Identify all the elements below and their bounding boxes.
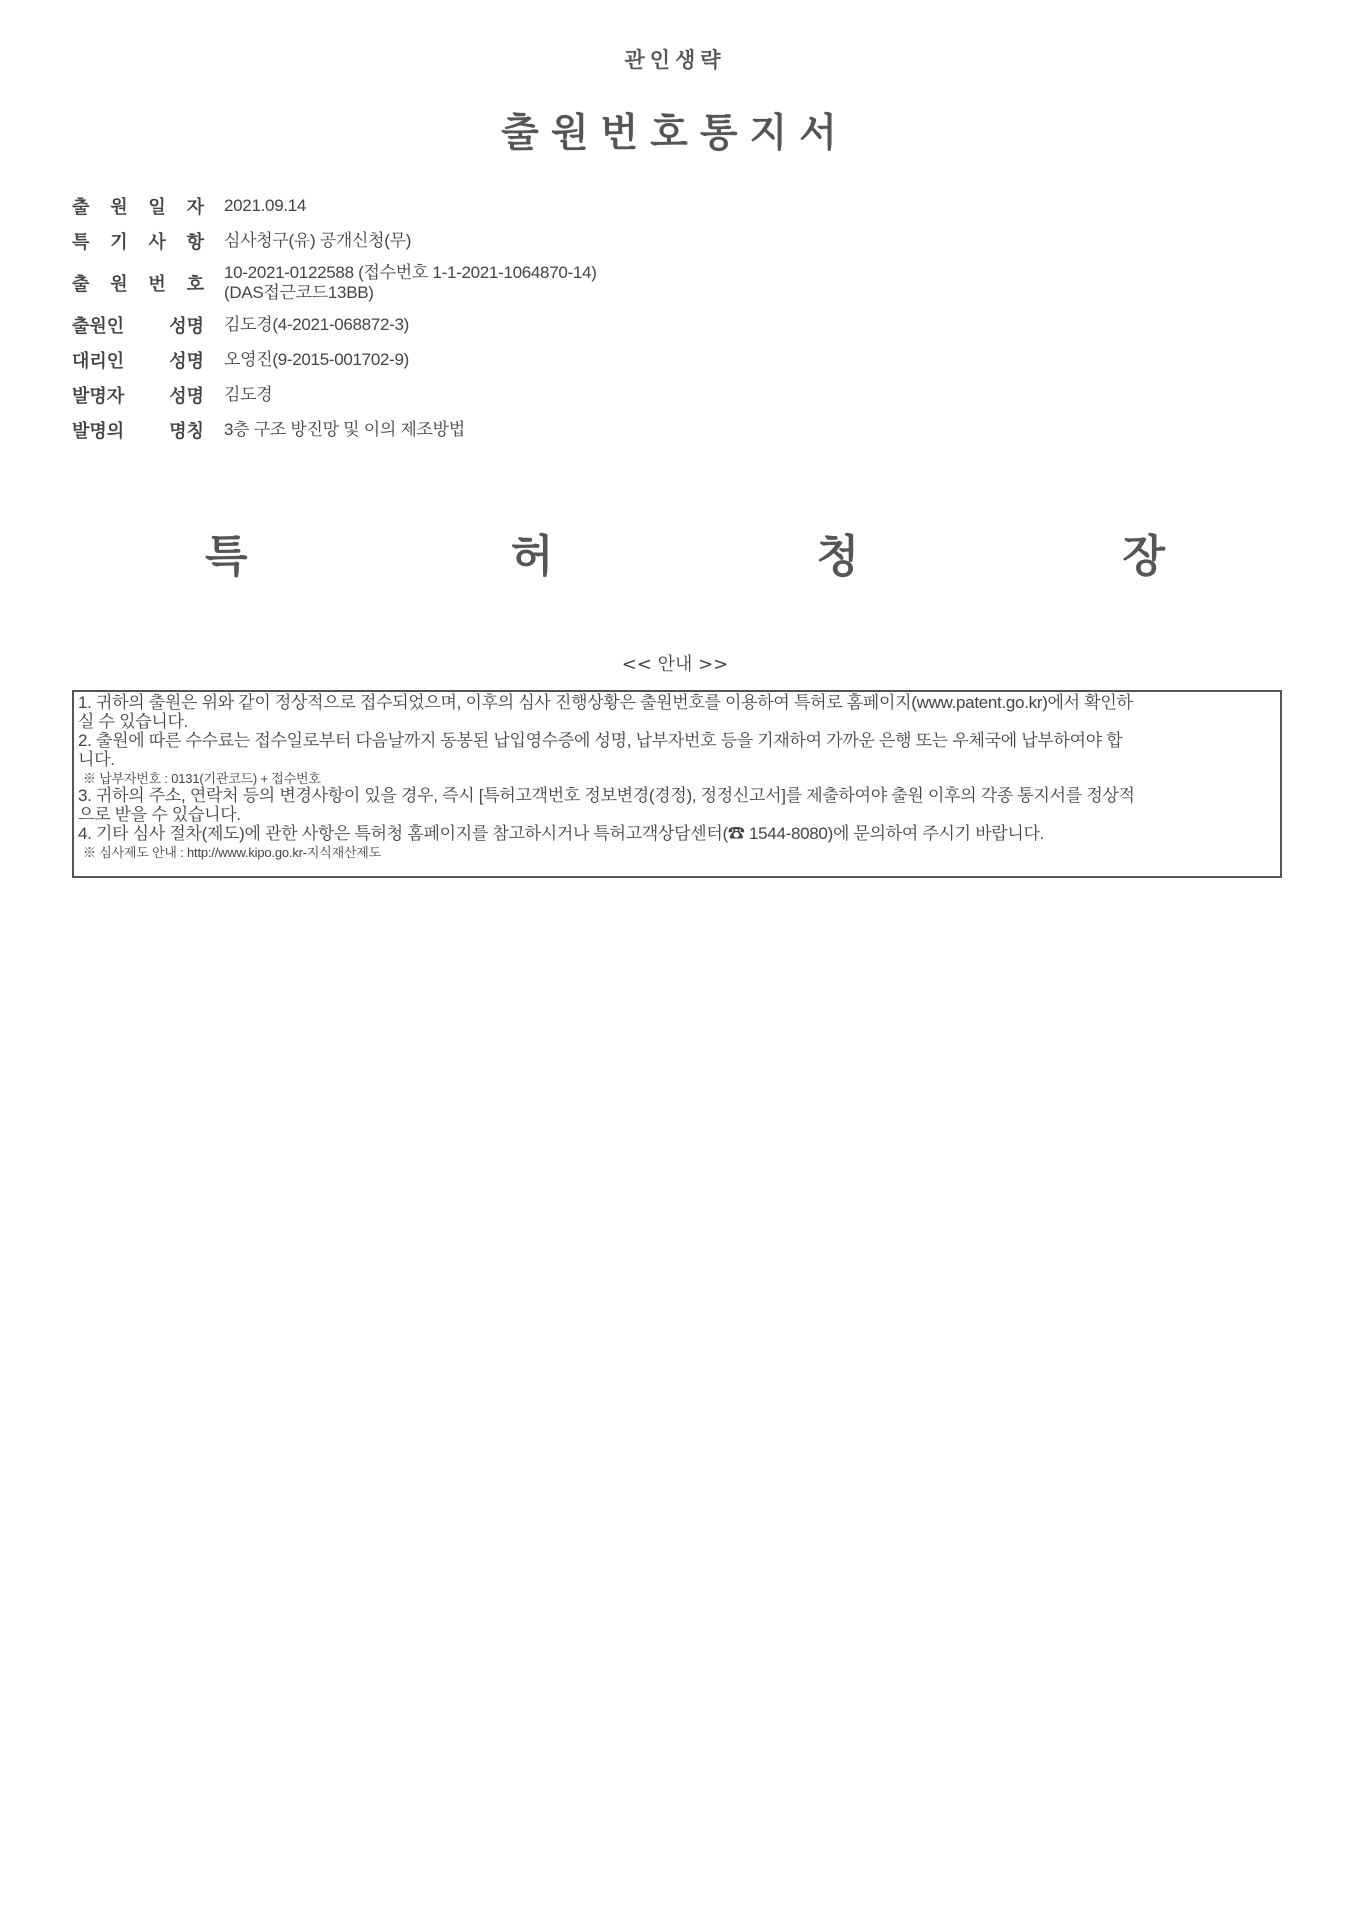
issuer-char: 장	[1122, 531, 1165, 582]
info-row-inventor-name	[72, 382, 1072, 408]
notice-item-2-cont: 니다.	[78, 750, 115, 769]
seal-omitted-note: 관인생략	[624, 48, 726, 72]
filing-date-value: 2021.09.14	[224, 196, 307, 215]
info-row-agent-name	[72, 347, 1072, 373]
notice-item-3-cont: 으로 받을 수 있습니다.	[78, 805, 241, 824]
info-label: 대리인 성명	[72, 351, 204, 372]
info-label: 출 원 일 자	[72, 197, 204, 218]
application-number-value: 10-2021-0122588 (접수번호 1-1-2021-1064870-14)	[224, 263, 597, 282]
application-info	[72, 193, 1072, 452]
invention-title-value: 3층 구조 방진망 및 이의 제조방법	[224, 420, 465, 439]
inventor-name-value: 김도경	[224, 385, 273, 404]
notice-heading: << 안내 >>	[621, 654, 729, 675]
issuer-char: 허	[510, 531, 554, 582]
notice-box	[72, 690, 1282, 878]
examination-system-note: ※ 심사제도 안내 : http://www.kipo.go.kr-지식재산제도	[83, 845, 382, 860]
info-label: 출 원 번 호	[72, 274, 204, 295]
special-notes-value: 심사청구(유) 공개신청(무)	[224, 231, 412, 250]
info-row-application-number	[72, 263, 1072, 303]
info-row-invention-title	[72, 417, 1072, 443]
notice-item-3: 3. 귀하의 주소, 연락처 등의 변경사항이 있을 경우, 즉시 [특허고객번호 정보변경(경정), 정정신고서]를 제출하여야 출원 이후의 각종 통지서를 정상적	[78, 786, 1135, 805]
applicant-name-value: 김도경(4-2021-068872-3)	[224, 315, 410, 334]
application-number-block	[224, 263, 597, 303]
info-row-filing-date	[72, 193, 1072, 219]
info-label: 출원인 성명	[72, 316, 204, 337]
notice-item-2: 2. 출원에 따른 수수료는 접수일로부터 다음날까지 동봉된 납입영수증에 성명, 납부자번호 등을 기재하여 가까운 은행 또는 우체국에 납부하여야 합	[78, 731, 1123, 750]
issuer-commissioner	[205, 520, 1165, 584]
issuer-char: 청	[816, 531, 860, 582]
info-label: 발명의 명칭	[72, 421, 204, 442]
agent-name-value: 오영진(9-2015-001702-9)	[224, 350, 410, 369]
notice-item-1-cont: 실 수 있습니다.	[78, 712, 189, 731]
payer-number-note: ※ 납부자번호 : 0131(기관코드) + 접수번호	[83, 771, 321, 786]
info-label: 발명자 성명	[72, 386, 204, 407]
das-access-code-value: (DAS접근코드13BB)	[224, 283, 374, 302]
document-title: 출원번호통지서	[501, 111, 849, 156]
info-row-special-notes	[72, 228, 1072, 254]
issuer-char: 특	[205, 531, 248, 582]
notice-item-4: 4. 기타 심사 절차(제도)에 관한 사항은 특허청 홈페이지를 참고하시거나 특허고객상담센터(☎ 1544-8080)에 문의하여 주시기 바랍니다.	[78, 824, 1045, 843]
info-row-applicant-name	[72, 312, 1072, 338]
notice-item-1: 1. 귀하의 출원은 위와 같이 정상적으로 접수되었으며, 이후의 심사 진행상황은 출원번호를 이용하여 특허로 홈페이지(www.patent.go.kr)에서 확인하	[78, 693, 1133, 712]
info-label: 특 기 사 항	[72, 232, 204, 253]
